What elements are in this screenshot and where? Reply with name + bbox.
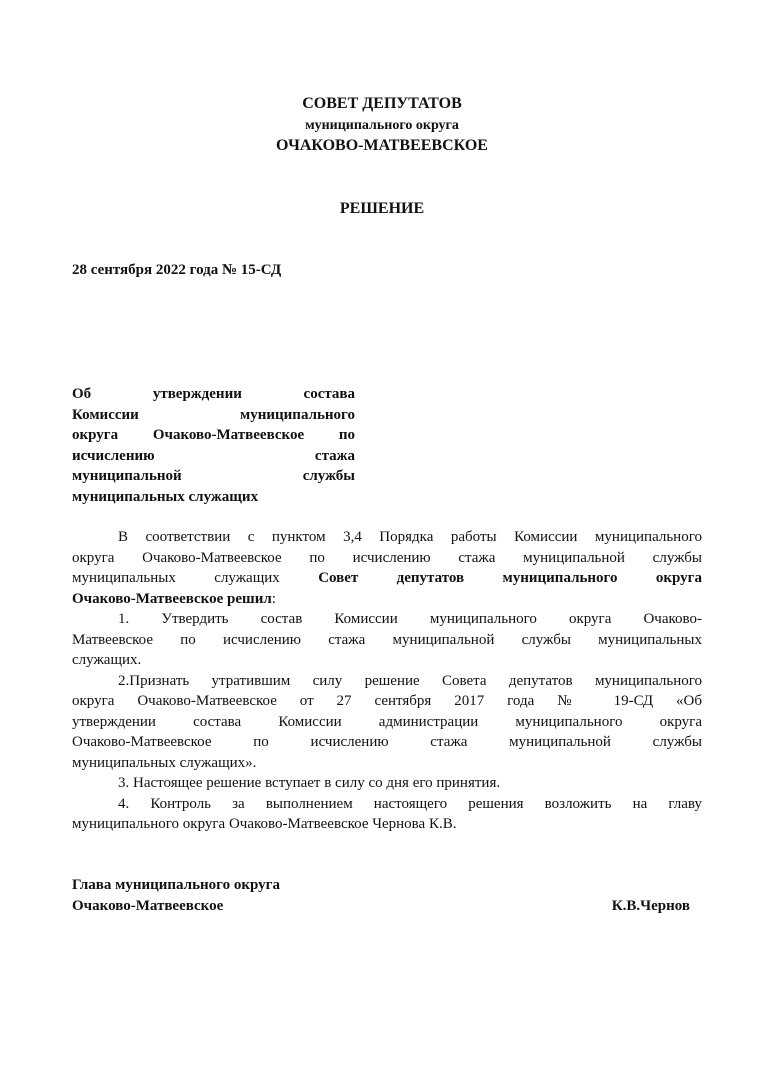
district-label: муниципального округа <box>305 118 459 133</box>
body-line: 1. Утвердить состав Комиссии муниципального округа Очаково- <box>118 611 702 627</box>
council-heading: СОВЕТ ДЕПУТАТОВ <box>302 95 462 112</box>
body-line: утверждении состава Комиссии администрации муниципального округа <box>72 713 702 730</box>
body-line: 4. Контроль за выполнением настоящего решения возложить на главу <box>118 795 702 812</box>
subject-line: Комиссии муниципального <box>72 406 355 423</box>
body-line: округа Очаково-Матвеевское по исчислению стажа муниципальной службы <box>72 549 702 566</box>
intro-text: муниципальных служащих <box>72 570 319 586</box>
intro-colon: : <box>271 590 276 607</box>
signatory-title: Глава муниципального округа <box>72 877 280 893</box>
document-type-heading: РЕШЕНИЕ <box>339 200 425 217</box>
decision-body <box>72 527 702 835</box>
body-line: Очаково-Матвеевское по исчислению стажа муниципальной службы <box>72 734 702 750</box>
subject-line: муниципальных служащих <box>72 488 259 505</box>
body-line <box>72 568 702 589</box>
body-line: служащих. <box>72 652 142 668</box>
body-line: муниципальных служащих». <box>72 754 257 771</box>
body-line: Матвеевское по исчислению стажа муниципальной службы муниципальных <box>72 631 702 648</box>
district-name-heading: ОЧАКОВО-МАТВЕЕВСКОЕ <box>276 137 488 154</box>
signatory-district: Очаково-Матвеевское <box>72 898 224 914</box>
subject-line: муниципальной службы <box>72 468 355 484</box>
decision-date-number: 28 сентября 2022 года № 15-СД <box>72 262 282 278</box>
body-line <box>72 589 702 610</box>
signatory-name: К.В.Чернов <box>611 898 690 914</box>
decision-subject <box>72 384 355 507</box>
intro-bold-end: Очаково-Матвеевское решил <box>72 590 272 607</box>
subject-line: Об утверждении состава <box>72 386 355 402</box>
body-line: муниципального округа Очаково-Матвеевское Чернова К.В. <box>72 816 457 832</box>
body-line: 3. Настоящее решение вступает в силу со дня его принятия. <box>118 775 501 791</box>
intro-bold-text: Совет депутатов муниципального округа <box>318 570 702 586</box>
body-line: округа Очаково-Матвеевское от 27 сентября 2017 года № 19-СД «Об <box>72 693 702 709</box>
subject-line: округа Очаково-Матвеевское по <box>72 427 355 443</box>
subject-line: исчислению стажа <box>72 447 355 464</box>
body-line: В соответствии с пунктом 3,4 Порядка работы Комиссии муниципального <box>118 529 702 545</box>
body-line: 2.Признать утратившим силу решение Совета депутатов муниципального <box>118 672 702 689</box>
